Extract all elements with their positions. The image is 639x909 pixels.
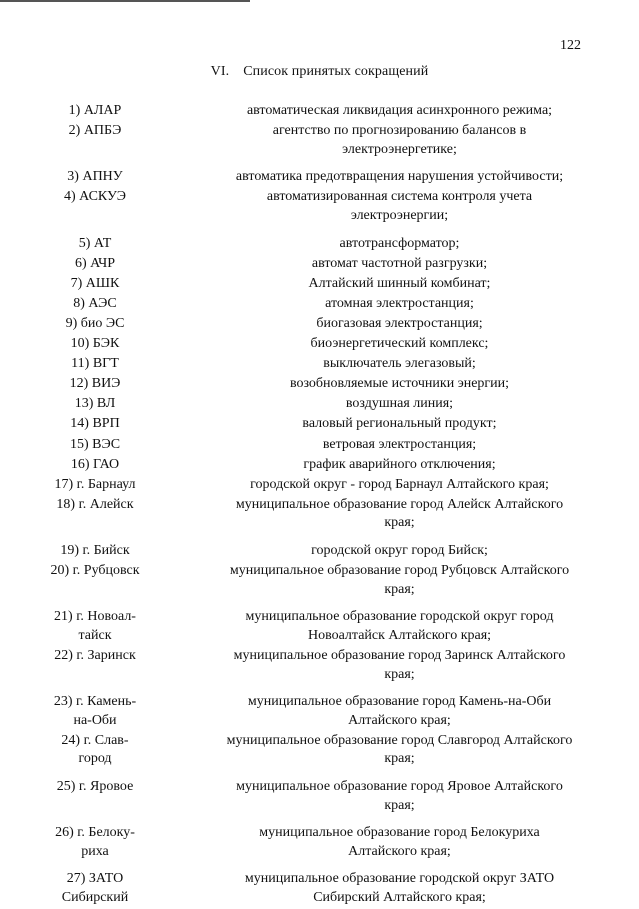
abbreviation-term-line: 1) АЛАР [68,103,122,118]
abbreviation-definition [202,542,597,561]
abbreviation-term-line: 9) био ЭС [65,315,125,331]
abbreviation-definition-line: муниципальное образование город Яровое Алтайского [236,779,563,794]
abbreviation-definition-line: городской округ город Бийск; [311,542,488,558]
abbreviation-definition [202,355,597,374]
abbreviation-term [0,375,190,394]
abbreviation-term [0,355,190,374]
abbreviation-definition [202,870,597,907]
abbreviation-definition-line: автомат частотной разгрузки; [311,255,488,271]
abbreviation-definition-line: муниципальное образование город Камень-на-Оби [247,694,552,710]
abbreviation-list [0,102,639,909]
abbreviation-term-line: город [78,751,112,767]
abbreviation-definition-line: муниципальное образование городской округ город [245,609,554,625]
abbreviation-term-line: 2) АПБЭ [68,123,122,139]
abbreviation-definition-line: ветровая электростанция; [322,436,477,452]
abbreviation-row [0,415,639,434]
abbreviation-row [0,456,639,475]
abbreviation-definition-line: городской округ - город Барнаул Алтайского края; [250,476,549,492]
abbreviation-definition [202,608,597,645]
abbreviation-definition-line: биоэнергетический комплекс; [310,336,489,352]
abbreviation-definition-line: муниципальное образование городской округ ЗАТО [244,871,555,887]
abbreviation-row [0,693,639,730]
abbreviation-row [0,188,639,225]
abbreviation-definition [202,295,597,314]
section-heading [0,64,639,80]
abbreviation-term-line: 21) г. Новоал- [54,609,136,625]
abbreviation-term-line: тайск [78,627,112,643]
abbreviation-definition [202,415,597,434]
abbreviation-term [0,102,190,121]
abbreviation-row [0,496,639,533]
abbreviation-term-line: Сибирский [61,889,129,905]
abbreviation-row [0,355,639,374]
abbreviation-definition-line: электроэнергии; [350,207,449,223]
page-number: 122 [560,38,581,53]
abbreviation-definition [202,824,597,861]
abbreviation-definition [202,375,597,394]
abbreviation-definition [202,168,597,187]
abbreviation-definition-line: электроэнергетике; [342,141,457,157]
abbreviation-term [0,778,190,815]
abbreviation-row [0,395,639,414]
abbreviation-definition [202,778,597,815]
abbreviation-term [0,476,190,495]
abbreviation-definition-line: края; [384,666,415,682]
abbreviation-row [0,542,639,561]
abbreviation-definition-line: автоматизированная система контроля учета [266,189,533,205]
abbreviation-term-line: 10) БЭК [70,336,120,352]
abbreviation-definition-line: автотрансформатор; [339,235,460,251]
abbreviation-term-line: риха [81,843,109,859]
section-title: Список принятых сокращений [243,64,429,79]
abbreviation-definition [202,496,597,533]
abbreviation-definition-line: Алтайского края; [348,843,451,859]
abbreviation-definition-line: автоматическая ликвидация асинхронного режима; [246,103,553,118]
abbreviation-term [0,732,190,769]
abbreviation-term [0,824,190,861]
abbreviation-definition [202,436,597,455]
abbreviation-term-line: 22) г. Заринск [54,647,136,663]
abbreviation-term-line: 19) г. Бийск [60,542,130,558]
abbreviation-term [0,415,190,434]
abbreviation-term-line: 27) ЗАТО [66,871,124,887]
abbreviation-term-line: 20) г. Рубцовск [50,563,140,579]
abbreviation-term [0,647,190,684]
abbreviation-term [0,295,190,314]
abbreviation-definition-line: муниципальное образование город Белокуриха [259,825,540,841]
abbreviation-definition [202,456,597,475]
abbreviation-term [0,335,190,354]
abbreviation-definition-line: атомная электростанция; [325,295,474,311]
abbreviation-term [0,693,190,730]
abbreviation-row [0,275,639,294]
abbreviation-row [0,375,639,394]
abbreviation-row [0,608,639,645]
abbreviation-definition-line: воздушная линия; [345,396,454,412]
abbreviation-row [0,824,639,861]
abbreviation-definition-line: муниципальное образование город Рубцовск Алтайского [229,563,570,579]
abbreviation-term-line: 14) ВРП [70,416,120,432]
abbreviation-definition [202,732,597,769]
abbreviation-definition-line: Новоалтайск Алтайского края; [307,627,492,643]
abbreviation-term [0,496,190,533]
abbreviation-definition-line: края; [384,751,415,767]
abbreviation-term [0,275,190,294]
abbreviation-definition [202,693,597,730]
abbreviation-definition [202,562,597,599]
abbreviation-term-line: 5) АТ [78,235,112,251]
abbreviation-term-line: 3) АПНУ [67,169,123,185]
abbreviation-definition-line: выключатель элегазовый; [323,356,476,372]
section-numeral: VI. [210,64,230,79]
abbreviation-definition-line: муниципальное образование город Славгород Алтайского [226,732,573,748]
abbreviation-term-line: 16) ГАО [70,456,120,472]
abbreviation-term [0,168,190,187]
abbreviation-row [0,295,639,314]
abbreviation-term-line: 26) г. Белоку- [55,825,135,841]
abbreviation-definition [202,647,597,684]
abbreviation-term-line: 13) ВЛ [74,396,116,412]
abbreviation-term-line: 11) ВГТ [71,356,119,372]
abbreviation-row [0,476,639,495]
abbreviation-term-line: 17) г. Барнаул [54,476,136,492]
abbreviation-definition-line: муниципальное образование город Заринск Алтайского [233,647,566,663]
abbreviation-row [0,122,639,159]
abbreviation-definition-line: края; [384,797,415,813]
abbreviation-row [0,436,639,455]
abbreviation-definition [202,335,597,354]
abbreviation-term [0,542,190,561]
abbreviation-term-line: 8) АЭС [73,295,117,311]
abbreviation-definition [202,476,597,495]
abbreviation-definition [202,235,597,254]
abbreviation-term-line: 15) ВЭС [69,436,121,452]
abbreviation-definition [202,122,597,159]
abbreviation-term [0,255,190,274]
abbreviation-row [0,315,639,334]
abbreviation-term [0,122,190,159]
abbreviation-definition [202,255,597,274]
abbreviation-term-line: 6) АЧР [74,255,116,271]
abbreviation-definition [202,315,597,334]
top-rule [0,0,250,2]
abbreviation-row [0,732,639,769]
abbreviation-row [0,335,639,354]
abbreviation-definition-line: валовый региональный продукт; [302,416,497,432]
abbreviation-definition [202,275,597,294]
abbreviation-term [0,188,190,225]
abbreviation-term-line: 18) г. Алейск [56,496,134,512]
abbreviation-row [0,562,639,599]
abbreviation-term [0,395,190,414]
abbreviation-definition [202,395,597,414]
abbreviation-term [0,456,190,475]
abbreviation-definition-line: Алтайский шинный комбинат; [308,275,491,291]
abbreviation-definition-line: биогазовая электростанция; [316,315,483,331]
abbreviation-definition [202,188,597,225]
abbreviation-definition-line: края; [384,515,415,531]
abbreviation-term [0,870,190,907]
abbreviation-definition-line: Сибирский Алтайского края; [313,889,486,905]
abbreviation-term [0,608,190,645]
abbreviation-row [0,168,639,187]
abbreviation-definition-line: агентство по прогнозированию балансов в [272,123,527,139]
abbreviation-term [0,235,190,254]
abbreviation-row [0,647,639,684]
abbreviation-row [0,778,639,815]
abbreviation-term-line: 4) АСКУЭ [64,189,126,205]
abbreviation-term-line: 7) АШК [70,275,120,291]
abbreviation-term [0,436,190,455]
abbreviation-definition-line: возобновляемые источники энергии; [289,376,510,392]
abbreviation-definition-line: края; [384,581,415,597]
abbreviation-definition-line: график аварийного отключения; [303,456,496,472]
abbreviation-definition-line: автоматика предотвращения нарушения устойчивости; [235,169,564,185]
abbreviation-term [0,562,190,599]
abbreviation-definition-line: Алтайского края; [348,712,451,728]
abbreviation-term-line: 12) ВИЭ [69,376,121,392]
abbreviation-term-line: на-Оби [73,712,117,728]
abbreviation-term-line: 23) г. Камень- [53,694,137,710]
abbreviation-row [0,102,639,121]
abbreviation-term-line: 25) г. Яровое [56,779,134,794]
abbreviation-row [0,235,639,254]
abbreviation-term-line: 24) г. Слав- [61,732,129,748]
abbreviation-definition-line: муниципальное образование город Алейск Алтайского [235,496,564,512]
abbreviation-row [0,870,639,907]
abbreviation-row [0,255,639,274]
abbreviation-definition [202,102,597,121]
abbreviation-term [0,315,190,334]
